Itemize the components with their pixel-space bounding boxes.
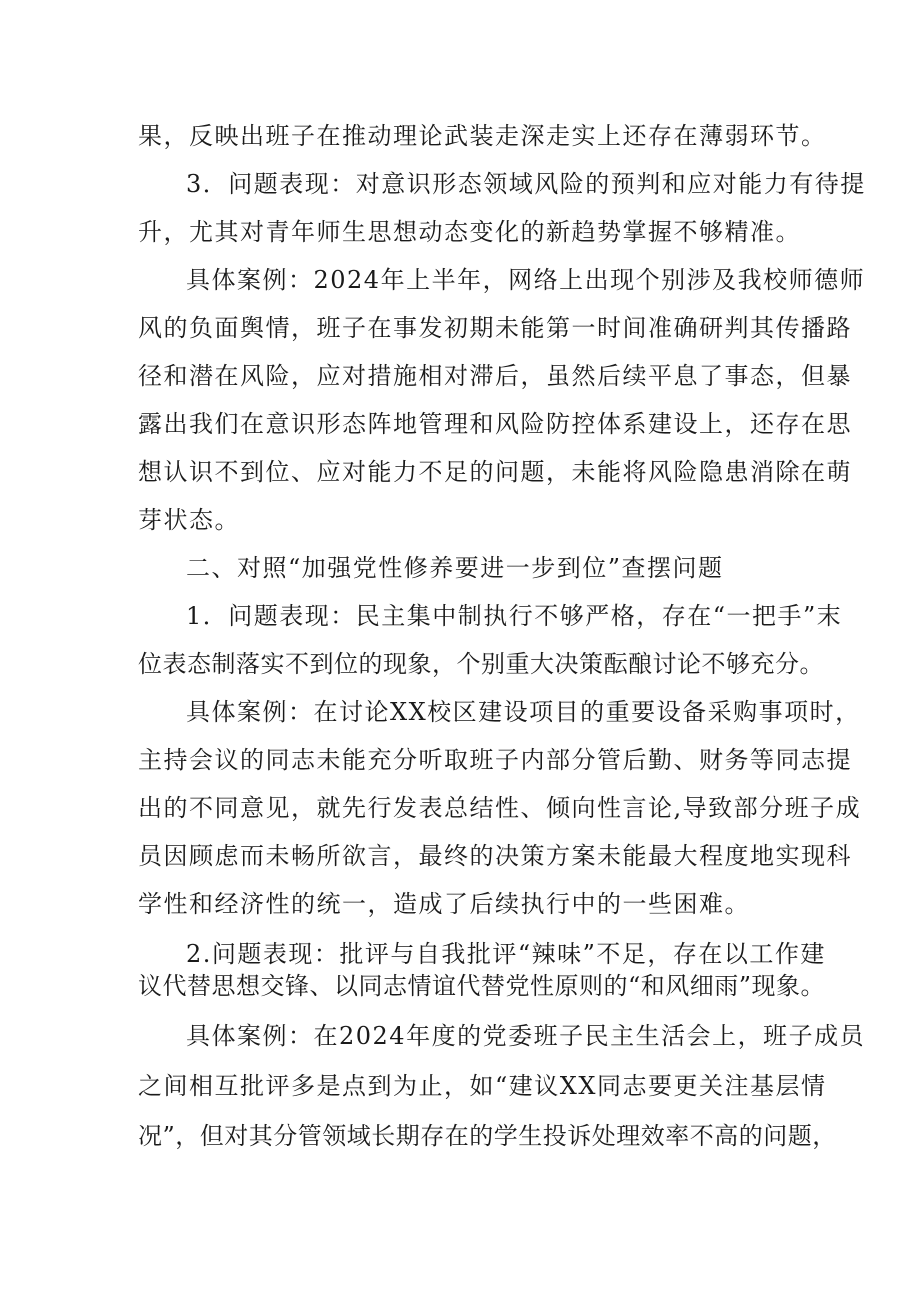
text-line: 风的负面舆情，班子在事发初期未能第一时间准确研判其传播路 [138,314,852,342]
section-heading: 二、对照“加强党性修养要进一步到位”查摆问题 [186,554,724,582]
text-line: 芽状态。 [138,506,240,534]
text-line: 径和潜在风险，应对措施相对滞后，虽然后续平息了事态，但暴 [138,362,852,390]
text-line: 具体案例：2024年上半年，网络上出现个别涉及我校师德师 [186,266,866,294]
text-line: 具体案例：在讨论XX校区建设项目的重要设备采购事项时， [186,698,861,726]
text-line: 升，尤其对青年师生思想动态变化的新趋势掌握不够精准。 [138,218,801,246]
text-line: 果，反映出班子在推动理论武装走深走实上还存在薄弱环节。 [138,122,827,150]
text-line: 员因顾虑而未畅所欲言，最终的决策方案未能最大程度地实现科 [138,842,852,870]
text-line: 2.问题表现：批评与自我批评“辣味”不足，存在以工作建 [186,940,826,968]
text-line: 主持会议的同志未能充分听取班子内部分管后勤、财务等同志提 [138,746,852,774]
text-line: 具体案例：在2024年度的党委班子民主生活会上，班子成员 [186,1022,866,1050]
text-line: 3．问题表现：对意识形态领域风险的预判和应对能力有待提 [186,170,866,198]
text-line: 况”，但对其分管领域长期存在的学生投诉处理效率不高的问题， [138,1122,837,1150]
text-line: 出的不同意见，就先行发表总结性、倾向性言论,导致部分班子成 [138,794,862,822]
text-line: 1．问题表现：民主集中制执行不够严格，存在“一把手”末 [186,602,843,630]
text-line: 议代替思想交锋、以同志情谊代替党性原则的“和风细雨”现象。 [138,972,826,1000]
text-line: 想认识不到位、应对能力不足的问题，未能将风险隐患消除在萌 [138,458,852,486]
text-line: 学性和经济性的统一，造成了后续执行中的一些困难。 [138,890,750,918]
text-line: 之间相互批评多是点到为止，如“建议XX同志要更关注基层情 [138,1072,827,1100]
text-line: 露出我们在意识形态阵地管理和风险防控体系建设上，还存在思 [138,410,852,438]
text-line: 位表态制落实不到位的现象，个别重大决策酝酿讨论不够充分。 [138,650,824,678]
